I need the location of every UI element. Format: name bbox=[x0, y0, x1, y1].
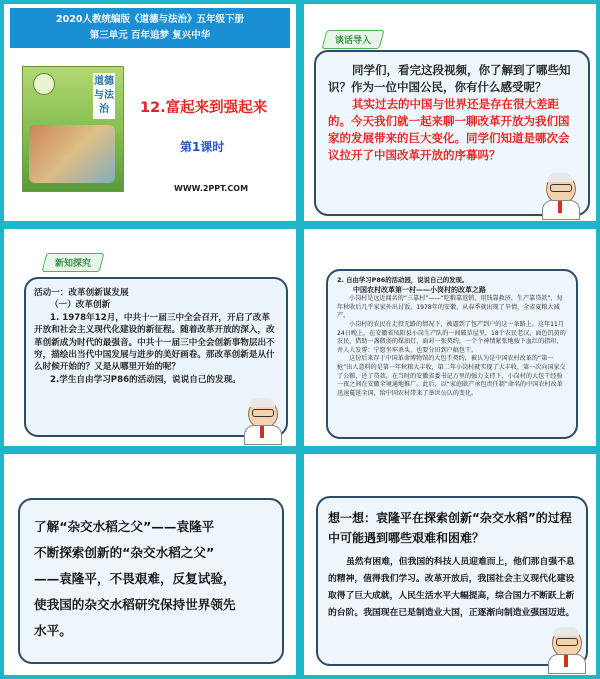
intro-paragraph-1: 同学们，看完这段视频，你了解到了哪些知识？作为一位中国公民，你有什么感受呢？ bbox=[328, 63, 571, 94]
yuan-line-1: 了解“杂交水稻之父”——袁隆平 bbox=[34, 519, 215, 534]
reading-paragraph-1: 小岗村是远近闻名的“三靠村”——“吃粮靠返销，用钱靠救济，生产靠贷款”，每年秋收后几乎家家外出讨饭。1978年的安徽，从春季就出现了旱情，全省夏粮大减产。 bbox=[337, 295, 563, 320]
textbook-cover-image bbox=[22, 66, 124, 192]
yuan-text-box bbox=[18, 498, 284, 664]
lesson-number: 第1课时 bbox=[180, 140, 225, 154]
children-illustration bbox=[29, 125, 115, 183]
book-logo-icon bbox=[33, 73, 55, 95]
slide-think bbox=[304, 454, 596, 675]
slide-yuan-longping bbox=[4, 454, 296, 675]
explore-paragraph-1: 1. 1978年12月，中共十一届三中全会召开，开启了改革开放和社会主义现代化建设的新征程。随着改革开放的深入，改革创新成为时代的最强音。中共十一届三中全会创新事物层出不穷，描绘出当代中国发展与进步的美好画卷。那改革创新是从什么时候开始的？又是从哪里开始的呢？ bbox=[34, 312, 275, 373]
course-banner bbox=[10, 8, 290, 48]
explore-paragraph-2: 2.学生自由学习P86的活动园，说说自己的发现。 bbox=[50, 374, 241, 385]
think-question: 想一想：袁隆平在探索创新“杂交水稻”的过程中可能遇到哪些艰难和困难？ bbox=[328, 511, 572, 545]
reading-heading: 2. 自由学习P86的活动园，说说自己的发现。 bbox=[337, 276, 469, 284]
doctor-cartoon-icon bbox=[544, 624, 588, 672]
think-answer: 虽然有困难，但我国的科技人员迎难而上，他们那自强不息的精神，值得我们学习。改革开放后，我国社会主义现代化建设取得了巨大成就，人民生活水平大幅提高，综合国力不断跃上新的台阶。我国现在已是制造业大国，正逐渐向制造业强国迈进。 bbox=[328, 557, 575, 618]
activity-title: 活动一：改革创新谋发展 bbox=[34, 288, 129, 298]
section-heading: （一）改革创新 bbox=[50, 300, 111, 311]
slide-cover bbox=[4, 4, 296, 221]
banner-line-1: 2020人教统编版《道德与法治》五年级下册 bbox=[56, 14, 244, 25]
website-text: WWW.2PPT.COM bbox=[174, 184, 249, 193]
intro-paragraph-2: 其实过去的中国与世界还是存在很大差距的。今天我们就一起来聊一聊改革开放为我们国家的发展带来的巨大变化。同学们知道是哪次会议拉开了中国改革开放的序幕吗？ bbox=[328, 97, 570, 162]
reading-text-box bbox=[326, 269, 578, 439]
yuan-line-3: ——袁隆平，不畏艰难，反复试验， bbox=[34, 571, 236, 586]
section-tag: 谈话导入 bbox=[321, 30, 384, 49]
reading-subtitle: 中国农村改革第一村——小岗村的改革之路 bbox=[353, 285, 486, 294]
reading-paragraph-3: 这份后来存于中国革命博物馆的大包干契约，被认为是中国农村改革的“第一枪”出人意料的是第一年秋粮大丰收，第二年小岗村就实现了大丰收，第一次向国家交了公粮，还了贷款。在当时的安徽省委书记万里的强力支持下，小岗村的大包干经验一夜之间在安徽全境通地推广。此后，以“家庭联产承包责任制”命名的中国农村改革迅速蔓延全国，给中国农村带来了举世公认的变化。 bbox=[337, 355, 566, 397]
book-title: 道德与法治 bbox=[93, 73, 115, 119]
reading-paragraph-2: 小岗村的农民在走投无路的情况下，被逼到了包产到户的这一条路上。这年11月24日晚上，在安徽省凤阳县小岗生产队的一间破草屋里，18个农民老汉，面色饥黄的农民，借助一盏微弱的煤油灯，面对一张契约，一个个神情紧张地按下血红的指印，并人人发誓：宁愿坐牢杀头，也要分田到户搞包干。 bbox=[337, 320, 566, 354]
yuan-line-2: 不断探索创新的“杂交水稻之父” bbox=[34, 545, 215, 560]
slide-reading bbox=[304, 229, 596, 446]
doctor-cartoon-icon bbox=[538, 170, 582, 218]
slide-explore bbox=[4, 229, 296, 446]
yuan-line-4: 使我国的杂交水稻研究保持世界领先 bbox=[34, 597, 236, 612]
yuan-line-5: 水平。 bbox=[34, 623, 72, 638]
banner-line-2: 第三单元 百年追梦 复兴中华 bbox=[89, 30, 211, 41]
lesson-title: 12.富起来到强起来 bbox=[140, 100, 268, 116]
slide-intro bbox=[304, 4, 596, 221]
section-tag: 新知探究 bbox=[41, 253, 104, 272]
doctor-cartoon-icon bbox=[240, 395, 284, 443]
